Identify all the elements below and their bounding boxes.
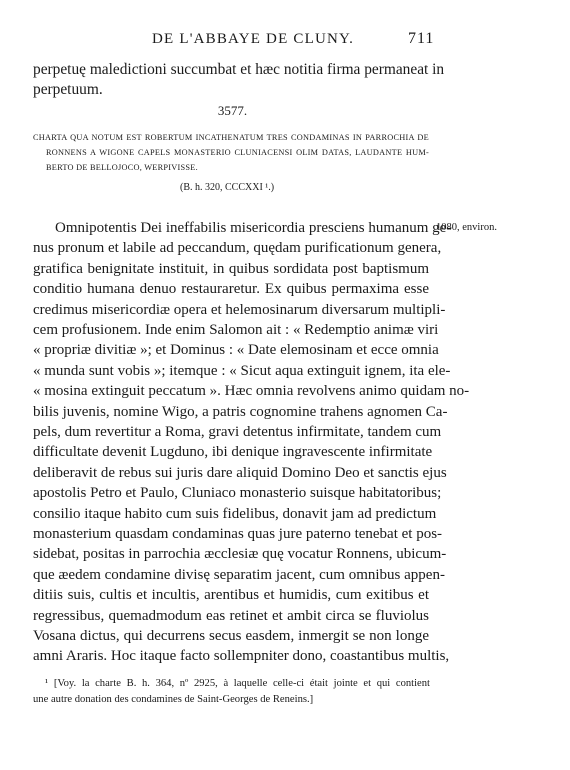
page-number: 711 xyxy=(408,30,435,47)
text-line: sidebat, positas in parrochia æcclesiæ quę vocatur Ronnens, ubicum- xyxy=(33,546,447,563)
caption-line: BERTO DE BELLOJOCO, WERPIVISSE. xyxy=(46,163,198,172)
text-line: monasterium quasdam condaminas quas jure paterno tenebat et pos- xyxy=(33,526,443,542)
caption-line: RONNENS A WIGONE CAPELS MONASTERIO CLUNIACENSI OLIM DATAS, LAUDANTE HUM- xyxy=(46,148,429,157)
text-line: nus pronum et labile ad peccandum, quędam purificationum genera, xyxy=(33,240,442,257)
text-line: conditio humana denuo restauraretur. Ex quibus permaxima esse xyxy=(33,281,429,298)
text-line: perpetuę maledictioni succumbat et hæc notitia firma permaneat in xyxy=(33,61,445,78)
margin-date-note: 1080, environ. xyxy=(436,222,497,233)
text-line: amni Araris. Hoc itaque facto sollempniter dono, coastantibus multis, xyxy=(33,648,450,665)
text-line: Omnipotentis Dei ineffabilis misericordia presciens humanum ge- xyxy=(55,220,452,236)
text-line: « mosina extinguit peccatum ». Hæc omnia revolvens animo quidam no- xyxy=(33,383,470,400)
text-line: gratifica benignitate instituit, in quibus sordidata post baptismum xyxy=(33,260,429,277)
footnote-line: une autre donation des condamines de Saint-Georges de Reneins.] xyxy=(33,694,314,705)
text-line: pels, dum revertitur a Roma, gravi detentus infirmitate, tandem cum xyxy=(33,424,442,440)
charter-reference: (B. h. 320, CCCXXI ¹.) xyxy=(180,182,275,193)
text-line: regressibus, quemadmodum eas retinet et ambit circa se fluviolus xyxy=(33,607,429,624)
text-line: Vosana dictus, qui decurrens secus easdem, inmergit se non longe xyxy=(33,628,429,644)
text-line: que æedem condamine divisę separatim jacent, cum omnibus appen- xyxy=(33,566,445,583)
charter-number: 3577. xyxy=(217,103,248,118)
text-line: « propriæ divitiæ »; et Dominus : « Date elemosinam et ecce omnia xyxy=(33,342,439,359)
caption-line: CHARTA QUA NOTUM EST ROBERTUM INCATHENATUM TRES CONDAMINAS IN PARROCHIA DE xyxy=(33,133,429,142)
text-line: apostolis Petro et Paulo, Cluniaco monasterio suisque habitatoribus; xyxy=(33,485,442,502)
text-line: perpetuum. xyxy=(33,81,103,98)
text-line: cem profusionem. Inde enim Salomon ait : « Redemptio animæ viri xyxy=(33,322,439,338)
text-line: ditiis suis, cultis et incultis, arentibus et humidis, cum exitibus et xyxy=(33,587,429,604)
text-line: difficultate devenit Lugduno, ibi denique ingravescente infirmitate xyxy=(33,444,433,461)
running-title: DE L'ABBAYE DE CLUNY. xyxy=(152,31,355,47)
text-line: credimus misericordiæ opera et helemosinarum diversarum multipli- xyxy=(33,301,446,318)
text-line: « munda sunt vobis »; itemque : « Sicut aqua extinguit ignem, ita ele- xyxy=(33,362,451,379)
text-line: consilio itaque habito cum suis fidelibus, donavit jam ad predictum xyxy=(33,505,437,522)
text-line: bilis juvenis, nomine Wigo, a patris cognomine trahens agnomen Ca- xyxy=(33,403,448,420)
footnote-line: ¹ [Voy. la charte B. h. 364, nº 2925, à laquelle celle-ci était jointe et qui contient xyxy=(45,678,430,689)
text-line: deliberavit de rebus sui juris dare aliquid Domino Deo et sanctis ejus xyxy=(33,464,447,481)
